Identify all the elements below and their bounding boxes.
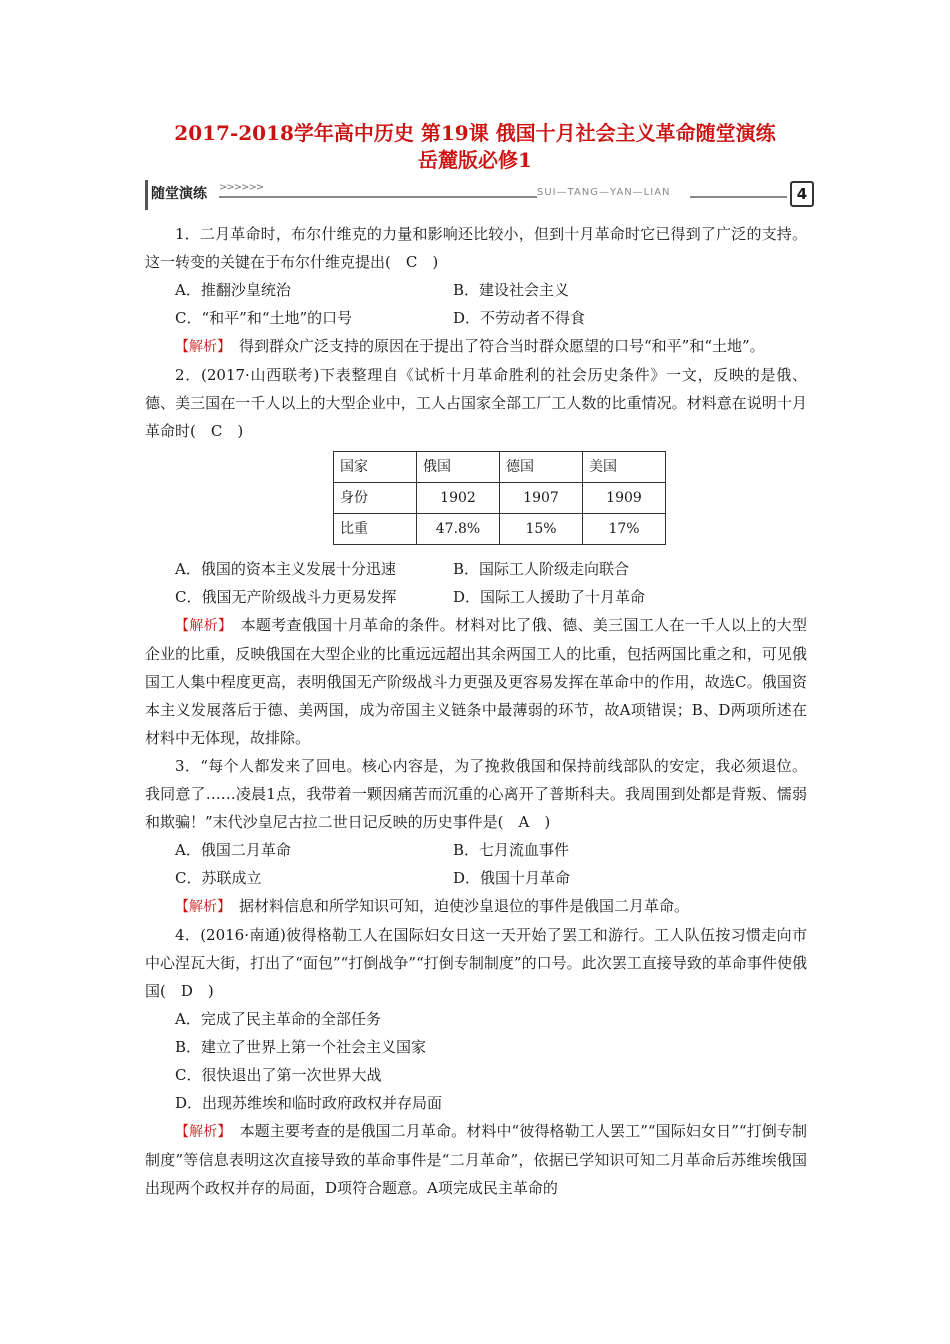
q2-option-c: C．俄国无产阶级战斗力更易发挥 xyxy=(175,588,397,606)
q1-option-d: D．不劳动者不得食 xyxy=(453,309,586,327)
table-cell: 17% xyxy=(583,514,666,545)
q3-analysis-text: 据材料信息和所学知识可知，迫使沙皇退位的事件是俄国二月革命。 xyxy=(224,897,690,915)
q4-option-a: A．完成了民主革命的全部任务 xyxy=(175,1010,381,1028)
banner-corner-mark xyxy=(145,180,148,210)
table-row xyxy=(334,483,666,514)
q3-option-a: A．俄国二月革命 xyxy=(175,841,291,859)
q2-options-row-1 xyxy=(145,555,807,583)
title-line-1: 2017-2018学年高中历史 第19课 俄国十月社会主义革命随堂演练 xyxy=(174,121,776,145)
analysis-label: 【解析】 xyxy=(175,618,226,634)
table-cell: 1907 xyxy=(500,483,583,514)
q3-options-row-2 xyxy=(145,864,807,892)
q1-options-row-2 xyxy=(145,304,807,332)
title-line-2: 岳麓版必修1 xyxy=(418,148,532,172)
section-banner xyxy=(145,180,815,210)
q2-analysis-text: 本题考查俄国十月革命的条件。材料对比了俄、德、美三国工人在一千人以上的大型企业的比重，反映俄国在大型企业的比重远远超出其余两国工人的比重，包括两国比重之和，可见俄国工人集中程度更高，表明俄国无产阶级战斗力更强及更容易发挥在革命中的作用，故选C。俄国资本主义发展落后于德、美两国，成为帝国主义链条中最薄弱的环节，故A项错误；B、D两项所述在材料中无体现，故排除。 xyxy=(145,616,808,747)
q2-data-table xyxy=(333,451,666,545)
chevron-right-icon: >>>>>> xyxy=(219,182,264,193)
table-cell: 47.8% xyxy=(417,514,500,545)
questions xyxy=(145,220,807,1202)
q2-option-d: D．国际工人援助了十月革命 xyxy=(453,588,646,606)
table-cell: 1909 xyxy=(583,483,666,514)
q1-analysis-text: 得到群众广泛支持的原因在于提出了符合当时群众愿望的口号“和平”和“土地”。 xyxy=(224,337,765,355)
q4-option-b: B．建立了世界上第一个社会主义国家 xyxy=(175,1038,427,1056)
table-cell: 德国 xyxy=(500,452,583,483)
table-row xyxy=(334,514,666,545)
analysis-label: 【解析】 xyxy=(175,339,224,355)
q4-stem: 4．(2016·南通)彼得格勒工人在国际妇女日这一天开始了罢工和游行。工人队伍按习惯走向市中心涅瓦大街，打出了“面包”“打倒战争”“打倒专制制度”的口号。此次罢工直接导致的革命事件使俄国( D ) xyxy=(145,926,807,1000)
table-cell: 身份 xyxy=(334,483,417,514)
banner-pinyin: SUI—TANG—YAN—LIAN xyxy=(537,187,671,198)
q4-analysis-text: 本题主要考查的是俄国二月革命。材料中“彼得格勒工人罢工”“国际妇女日”“打倒专制制度”等信息表明这次直接导致的革命事件是“二月革命”，依据已学知识可知二月革命后苏维埃俄国出现两个政权并存的局面，D项符合题意。A项完成民主革命的 xyxy=(145,1122,807,1197)
document-title xyxy=(0,120,950,174)
q4-analysis xyxy=(145,1117,807,1202)
q2-stem: 2．(2017·山西联考)下表整理自《试析十月革命胜利的社会历史条件》一文，反映的是俄、德、美三国在一千人以上的大型企业中，工人占国家全部工厂工人数的比重情况。材料意在说明十月革命时( C ) xyxy=(145,366,807,440)
q3-option-b: B．七月流血事件 xyxy=(453,841,570,859)
q1-options-row-1 xyxy=(145,276,807,304)
q4-option-c: C．很快退出了第一次世界大战 xyxy=(175,1066,382,1084)
q3-options-row-1 xyxy=(145,836,807,864)
q1-option-b: B．建设社会主义 xyxy=(453,281,570,299)
banner-label: 随堂演练 xyxy=(151,186,207,202)
analysis-label: 【解析】 xyxy=(175,1124,225,1140)
banner-rule-right xyxy=(690,196,787,198)
q2-options-row-2 xyxy=(145,583,807,611)
q2-option-b: B．国际工人阶级走向联合 xyxy=(453,560,630,578)
table-cell: 美国 xyxy=(583,452,666,483)
table-cell: 1902 xyxy=(417,483,500,514)
q2-option-a: A．俄国的资本主义发展十分迅速 xyxy=(175,560,396,578)
q1-analysis xyxy=(145,332,807,361)
q3-analysis xyxy=(145,892,807,921)
table-cell: 俄国 xyxy=(417,452,500,483)
table-row xyxy=(334,452,666,483)
q3-stem: 3．“每个人都发来了回电。核心内容是，为了挽救俄国和保持前线部队的安定，我必须退位。我同意了……凌晨1点，我带着一颗因痛苦而沉重的心离开了普斯科夫。我周围到处都是背叛、懦弱和欺骗！”末代沙皇尼古拉二世日记反映的历史事件是( A ) xyxy=(145,757,807,831)
banner-number-badge: 4 xyxy=(790,181,814,207)
q1-option-a: A．推翻沙皇统治 xyxy=(175,281,291,299)
q2-analysis xyxy=(145,611,807,752)
q1-stem: 1．二月革命时，布尔什维克的力量和影响还比较小，但到十月革命时它已得到了广泛的支持。这一转变的关键在于布尔什维克提出( C ) xyxy=(145,225,807,271)
q1-option-c: C．“和平”和“土地”的口号 xyxy=(175,309,353,327)
table-cell: 比重 xyxy=(334,514,417,545)
banner-rule-left xyxy=(219,196,537,198)
q3-option-c: C．苏联成立 xyxy=(175,869,262,887)
analysis-label: 【解析】 xyxy=(175,899,224,915)
table-cell: 15% xyxy=(500,514,583,545)
table-cell: 国家 xyxy=(334,452,417,483)
q3-option-d: D．俄国十月革命 xyxy=(453,869,571,887)
q4-option-d: D．出现苏维埃和临时政府政权并存局面 xyxy=(175,1094,443,1112)
